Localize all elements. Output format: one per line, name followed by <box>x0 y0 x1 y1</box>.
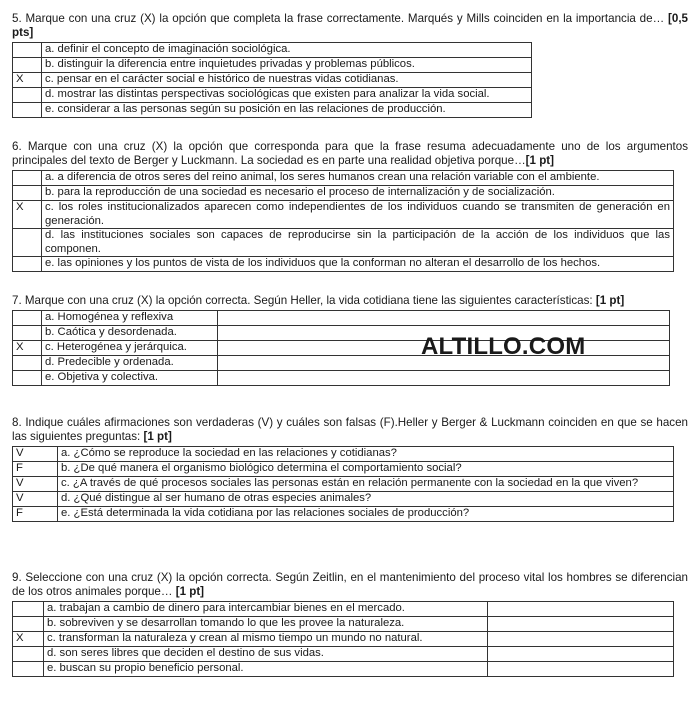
option-text: a. ¿Cómo se reproduce la sociedad en las relaciones y cotidianas? <box>58 447 674 462</box>
option-row[interactable] <box>13 617 674 632</box>
option-mark[interactable] <box>13 662 44 677</box>
option-mark[interactable]: V <box>13 492 58 507</box>
option-mark[interactable]: X <box>13 73 42 88</box>
option-row[interactable] <box>13 507 674 522</box>
option-text: b. sobreviven y se desarrollan tomando lo que les provee la naturaleza. <box>44 617 488 632</box>
option-text: b. para la reproducción de una sociedad es necesario el proceso de internalización y de socialización. <box>42 186 674 201</box>
option-row[interactable] <box>13 462 674 477</box>
option-text: e. ¿Está determinada la vida cotidiana por las relaciones sociales de producción? <box>58 507 674 522</box>
question-5 <box>12 12 688 118</box>
option-text: e. buscan su propio beneficio personal. <box>44 662 488 677</box>
question-5-options <box>12 42 532 118</box>
option-text: b. Caótica y desordenada. <box>42 326 218 341</box>
option-mark[interactable]: X <box>13 341 42 356</box>
option-mark[interactable] <box>13 602 44 617</box>
option-row[interactable] <box>13 477 674 492</box>
option-mark[interactable]: X <box>13 632 44 647</box>
question-9-options <box>12 601 674 677</box>
option-mark[interactable]: V <box>13 477 58 492</box>
option-mark[interactable]: V <box>13 447 58 462</box>
option-mark[interactable] <box>13 103 42 118</box>
question-8-text: 8. Indique cuáles afirmaciones son verdaderas (V) y cuáles son falsas (F).Heller y Berger & Luckmann coinciden en que se hacen las siguientes preguntas: [1 pt] <box>12 416 688 443</box>
option-text: b. distinguir la diferencia entre inquietudes privadas y problemas públicos. <box>42 58 532 73</box>
option-text: c. Heterogénea y jerárquica. <box>42 341 218 356</box>
question-6-text: 6. Marque con una cruz (X) la opción que corresponda para que la frase resuma adecuadamente uno de los argumentos principales del texto de Berger y Luckmann. La sociedad es en parte una realidad objetiva porque…[1 pt] <box>12 140 688 167</box>
question-5-points: [0,5 pts] <box>12 12 688 39</box>
option-row[interactable] <box>13 447 674 462</box>
option-text: c. pensar en el carácter social e histórico de nuestras vidas cotidianas. <box>42 73 532 88</box>
option-text: d. las instituciones sociales son capaces de reproducirse sin la participación de la acción de los individuos que las componen. <box>42 229 674 257</box>
option-text: c. los roles institucionalizados aparecen como independientes de los individuos cuando se transmiten de generación en generación. <box>42 201 674 229</box>
option-mark[interactable] <box>13 88 42 103</box>
option-row[interactable] <box>13 103 532 118</box>
option-mark[interactable] <box>13 356 42 371</box>
question-6-options <box>12 170 674 272</box>
option-text: a. trabajan a cambio de dinero para intercambiar bienes en el mercado. <box>44 602 488 617</box>
option-mark[interactable]: F <box>13 462 58 477</box>
option-row[interactable] <box>13 662 674 677</box>
option-row[interactable] <box>13 201 674 229</box>
question-6-points: [1 pt] <box>525 154 555 167</box>
question-8 <box>12 416 688 522</box>
option-text: e. las opiniones y los puntos de vista de los individuos que la conforman no alteran el desarrollo de los hechos. <box>42 257 674 272</box>
option-mark[interactable] <box>13 311 42 326</box>
option-mark[interactable] <box>13 229 42 257</box>
option-row[interactable] <box>13 58 532 73</box>
question-9-points: [1 pt] <box>175 585 205 598</box>
option-text: a. Homogénea y reflexiva <box>42 311 218 326</box>
option-row[interactable] <box>13 43 532 58</box>
option-text: c. transforman la naturaleza y crean al mismo tiempo un mundo no natural. <box>44 632 488 647</box>
option-text: c. ¿A través de qué procesos sociales las personas están en relación permanente con la sociedad en la que viven? <box>58 477 674 492</box>
option-row[interactable] <box>13 371 670 386</box>
option-row[interactable] <box>13 602 674 617</box>
question-8-options <box>12 446 674 522</box>
option-mark[interactable] <box>13 647 44 662</box>
question-7 <box>12 294 688 386</box>
option-row[interactable] <box>13 492 674 507</box>
question-5-text: 5. Marque con una cruz (X) la opción que completa la frase correctamente. Marqués y Mills coinciden en la importancia de… [0,5 pts] <box>12 12 688 39</box>
option-mark[interactable] <box>13 371 42 386</box>
option-text: d. son seres libres que deciden el destino de sus vidas. <box>44 647 488 662</box>
option-text: d. mostrar las distintas perspectivas sociológicas que existen para analizar la vida social. <box>42 88 532 103</box>
option-mark[interactable] <box>13 186 42 201</box>
option-text: a. a diferencia de otros seres del reino animal, los seres humanos crean una relación variable con el ambiente. <box>42 171 674 186</box>
option-mark[interactable] <box>13 257 42 272</box>
question-6 <box>12 140 688 272</box>
option-row[interactable] <box>13 647 674 662</box>
option-mark[interactable] <box>13 326 42 341</box>
option-row[interactable] <box>13 311 670 326</box>
option-mark[interactable]: X <box>13 201 42 229</box>
option-text: a. definir el concepto de imaginación sociológica. <box>42 43 532 58</box>
question-9 <box>12 571 688 677</box>
option-row[interactable] <box>13 171 674 186</box>
option-mark[interactable] <box>13 58 42 73</box>
watermark-logo: ALTILLO.COM <box>421 333 586 360</box>
option-text: d. Predecible y ordenada. <box>42 356 218 371</box>
option-mark[interactable] <box>13 617 44 632</box>
question-8-points: [1 pt] <box>143 430 172 443</box>
question-7-points: [1 pt] <box>595 294 625 307</box>
option-text: e. considerar a las personas según su posición en las relaciones de producción. <box>42 103 532 118</box>
option-row[interactable] <box>13 186 674 201</box>
option-row[interactable] <box>13 73 532 88</box>
option-row[interactable] <box>13 88 532 103</box>
option-text: e. Objetiva y colectiva. <box>42 371 218 386</box>
option-text: b. ¿De qué manera el organismo biológico determina el comportamiento social? <box>58 462 674 477</box>
option-text: d. ¿Qué distingue al ser humano de otras especies animales? <box>58 492 674 507</box>
question-7-text: 7. Marque con una cruz (X) la opción correcta. Según Heller, la vida cotidiana tiene las siguientes características: [1 pt] <box>12 294 625 307</box>
option-mark[interactable]: F <box>13 507 58 522</box>
option-mark[interactable] <box>13 43 42 58</box>
option-row[interactable] <box>13 229 674 257</box>
option-row[interactable] <box>13 632 674 647</box>
option-row[interactable] <box>13 257 674 272</box>
question-9-text: 9. Seleccione con una cruz (X) la opción correcta. Según Zeitlin, en el mantenimiento del proceso vital los hombres se diferencian de los otros animales porque… [1 pt] <box>12 571 688 598</box>
option-mark[interactable] <box>13 171 42 186</box>
